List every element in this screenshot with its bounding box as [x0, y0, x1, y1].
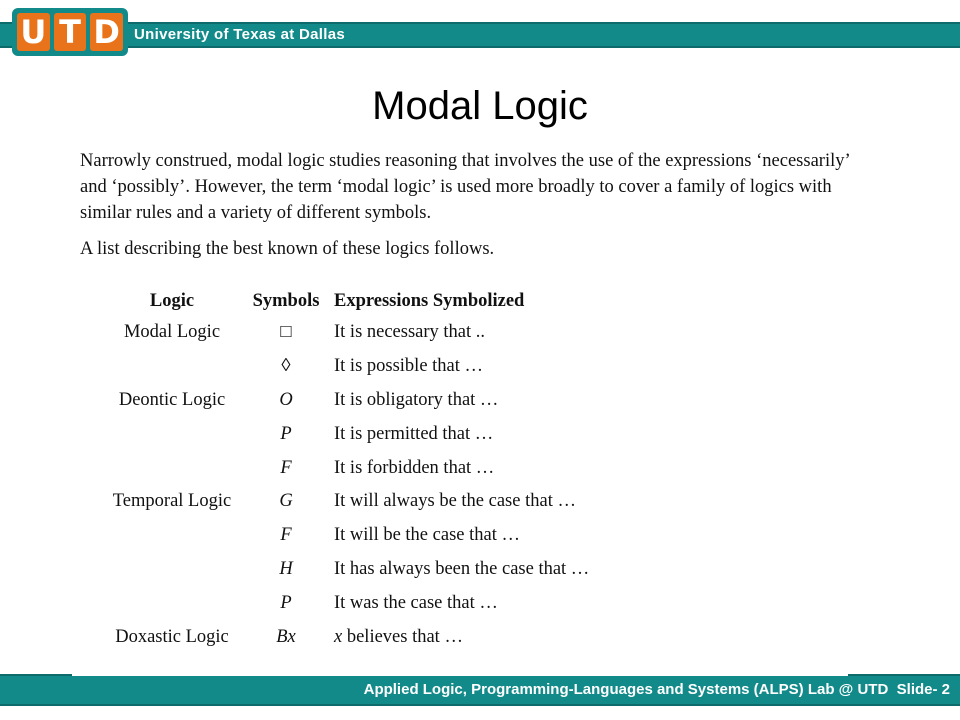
table-row: [100, 485, 593, 519]
symbol-cell: □: [280, 322, 292, 343]
symbol-cell: F: [280, 525, 292, 546]
logic-cell: [100, 553, 244, 587]
expression-cell: It is obligatory that …: [334, 389, 499, 410]
logic-cell: [100, 350, 244, 384]
expression-cell: It is forbidden that …: [334, 457, 495, 478]
logic-cell: Deontic Logic: [118, 389, 226, 410]
table-row: [100, 553, 593, 587]
expression-text: believes that …: [342, 626, 463, 647]
expression-cell: It is possible that …: [334, 356, 484, 377]
logo-letter-u: U: [17, 13, 50, 51]
table-row: [100, 451, 593, 485]
symbol-cell: O: [279, 389, 293, 410]
table-header-row: [100, 286, 593, 316]
logic-cell: [100, 586, 244, 620]
footer-text: [364, 681, 950, 698]
expression-cell: [328, 620, 593, 654]
expression-cell: It has always been the case that …: [334, 558, 590, 579]
intro-paragraph: Narrowly construed, modal logic studies reasoning that involves the use of the expressions ‘necessarily’ and ‘possibly’. However, the term ‘modal logic’ is used more broadly to cover a family of logics with similar rules and a variety of different symbols.: [80, 151, 850, 223]
header-logic: Logic: [149, 290, 195, 311]
logic-cell: [100, 417, 244, 451]
slide-title: Modal Logic: [372, 84, 588, 128]
logic-cell: Temporal Logic: [112, 491, 232, 512]
institution-name: University of Texas at Dallas: [134, 26, 346, 43]
table-row: [100, 316, 593, 350]
symbol-cell: H: [279, 558, 293, 579]
expression-cell: It was the case that …: [334, 592, 498, 613]
symbol-cell: P: [280, 592, 292, 613]
lab-name: Applied Logic, Programming-Languages and Systems (ALPS) Lab @ UTD: [363, 681, 889, 698]
table-row: [100, 350, 593, 384]
symbol-cell: F: [280, 457, 292, 478]
expression-cell: It is necessary that ..: [334, 322, 486, 343]
header-expressions: Expressions Symbolized: [334, 290, 525, 311]
logic-cell: [100, 519, 244, 553]
expression-cell: It will always be the case that …: [334, 491, 576, 512]
slide-number: Slide- 2: [896, 681, 950, 698]
table-row: [100, 384, 593, 418]
utd-logo: [12, 8, 128, 56]
expression-cell: It will be the case that …: [334, 525, 520, 546]
logo-letter-d: D: [90, 13, 123, 51]
logics-table: [100, 286, 593, 654]
table-row: [100, 417, 593, 451]
table-row: [100, 586, 593, 620]
table-row: [100, 620, 593, 654]
footer-divider: [72, 672, 848, 676]
symbol-cell: P: [280, 423, 292, 444]
logic-cell: Doxastic Logic: [115, 626, 229, 647]
expression-variable: x: [334, 626, 343, 647]
symbol-cell: Bx: [276, 626, 296, 647]
header-symbols: Symbols: [252, 290, 320, 311]
table-row: [100, 519, 593, 553]
expression-cell: It is permitted that …: [334, 423, 494, 444]
list-intro-paragraph: A list describing the best known of these logics follows.: [80, 239, 495, 259]
logic-cell: Modal Logic: [123, 322, 221, 343]
symbol-cell: ◊: [281, 356, 291, 377]
logic-cell: [100, 451, 244, 485]
logo-letter-t: T: [54, 13, 87, 51]
symbol-cell: G: [279, 491, 293, 512]
